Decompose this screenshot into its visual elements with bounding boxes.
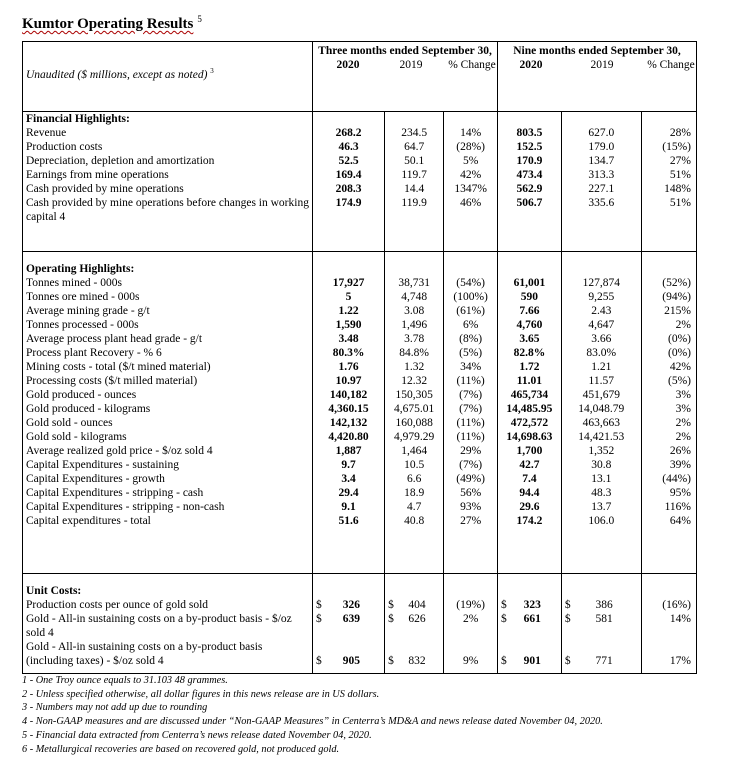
table-cell-value: 227.1	[588, 183, 615, 195]
table-cell-value: $	[316, 613, 322, 625]
table-cell-value: $	[501, 613, 507, 625]
table-cell-value: 12.32	[401, 375, 428, 387]
footnote: 5 - Financial data extracted from Centerra’s news release dated November 04, 2020.	[22, 729, 372, 741]
table-cell-value: 179.0	[588, 141, 615, 153]
table-cell-value: 3.65	[519, 333, 540, 345]
row-label: Tonnes ore mined - 000s	[26, 291, 140, 303]
table-cell-value: 3%	[675, 403, 691, 415]
table-cell-value: 463,663	[582, 417, 620, 429]
table-cell-value	[501, 612, 558, 640]
footnote: 4 - Non-GAAP measures and are discussed under “Non-GAAP Measures” in Centerra’s MD&A and news release dated November 04, 2020.	[22, 716, 603, 728]
table-cell-value	[316, 262, 381, 276]
table-cell-value	[501, 654, 558, 668]
table-cell-value: 56%	[460, 487, 482, 499]
table-cell-value: 1.22	[338, 305, 359, 317]
table-cell-value: 29.4	[338, 487, 359, 499]
table-cell-value	[447, 584, 494, 598]
row-label: Tonnes mined - 000s	[26, 277, 122, 289]
table-cell-value: 215%	[664, 305, 691, 317]
table-cell-value: (100%)	[453, 291, 488, 303]
table-cell-value	[565, 598, 638, 612]
table-cell-value: 10.97	[335, 375, 362, 387]
table-cell-value: $	[316, 599, 322, 611]
unit-n2019	[561, 574, 641, 674]
page-title: Kumtor Operating Results $^5$	[22, 14, 202, 32]
table-cell-value: 119.7	[401, 169, 427, 181]
table-cell-value: 3%	[675, 389, 691, 401]
table-cell-value: 93%	[460, 501, 482, 513]
table-cell-value: 2.43	[591, 305, 612, 317]
row-label: Capital Expenditures - stripping - non-cash	[26, 501, 225, 513]
table-cell-value: 174.9	[335, 197, 362, 209]
table-cell-value	[388, 598, 440, 612]
operating-heading: Operating Highlights:	[26, 263, 135, 275]
row-label: Production costs per ounce of gold sold	[26, 599, 209, 611]
table-cell-value: (0%)	[668, 333, 691, 345]
table-cell-value	[565, 262, 638, 276]
table-cell-value: 1,352	[588, 445, 615, 457]
table-cell-value: 10.5	[404, 459, 425, 471]
unit-labels	[23, 574, 313, 674]
row-label: Gold produced - ounces	[26, 389, 137, 401]
table-cell-value	[501, 584, 558, 598]
table-cell-value: 39%	[669, 459, 691, 471]
row-label: Gold produced - kilograms	[26, 403, 151, 415]
footnote: 3 - Numbers may not add up due to rounding	[22, 702, 208, 714]
table-cell-value: 451,679	[582, 389, 620, 401]
table-cell-value: (7%)	[459, 403, 483, 415]
table-cell-value: % Change	[448, 59, 496, 71]
nine-months-title: Nine months ended September 30,	[513, 45, 681, 57]
table-cell-value: 38,731	[398, 277, 430, 289]
table-cell-value: 13.7	[591, 501, 612, 513]
q-2020-header: 2020	[336, 59, 360, 71]
table-cell-value: 80.3%	[332, 347, 365, 359]
financial-q2019	[385, 112, 444, 252]
table-cell-value: 28%	[669, 127, 691, 139]
table-cell-value: 386	[595, 599, 613, 611]
table-cell-value: (44%)	[662, 473, 691, 485]
table-cell-value	[316, 112, 381, 126]
row-label: Cash provided by mine operations	[26, 183, 184, 195]
row-label: Production costs	[26, 141, 103, 153]
table-cell-value: 134.7	[588, 155, 615, 167]
table-cell-value: 14,048.79	[578, 403, 625, 415]
table-cell-value: 4,760	[516, 319, 543, 331]
table-cell-value: $	[564, 599, 571, 611]
table-cell-value	[565, 612, 638, 640]
table-cell-value: 51.6	[338, 515, 359, 527]
row-label: Capital Expenditures - sustaining	[26, 459, 179, 471]
table-cell-value: (52%)	[662, 277, 691, 289]
table-cell-value: (8%)	[459, 333, 483, 345]
financial-n2019	[561, 112, 641, 252]
table-cell-value: $	[564, 613, 571, 625]
row-label: Mining costs - total ($/t mined material)	[26, 361, 211, 373]
table-cell-value: 4,420.80	[328, 431, 369, 443]
table-cell-value: 42%	[460, 169, 482, 181]
table-cell-value	[501, 598, 558, 612]
row-label: Gold - All-in sustaining costs on a by-product basis (including taxes) - $/oz sold 4	[26, 641, 263, 667]
table-cell-value: 29%	[460, 445, 482, 457]
table-cell-value: 148%	[664, 183, 691, 195]
row-label: Gold - All-in sustaining costs on a by-product basis - $/oz sold 4	[26, 613, 292, 639]
q-change-header	[439, 58, 497, 72]
table-cell-value: 1,496	[401, 319, 428, 331]
table-cell-value	[388, 654, 440, 668]
operating-qchg	[444, 252, 498, 574]
row-label: Average mining grade - g/t	[26, 305, 150, 317]
table-cell-value: 4,647	[588, 319, 615, 331]
table-cell-value: (19%)	[456, 599, 485, 611]
table-cell-value: 5%	[462, 155, 479, 167]
table-cell-value	[26, 64, 309, 82]
operating-q2020	[313, 252, 385, 574]
unit-q2019	[385, 574, 444, 674]
table-cell-value: $	[388, 613, 394, 625]
table-cell-value: (94%)	[662, 291, 691, 303]
table-cell-value: 2%	[675, 431, 691, 443]
table-cell-value: 17%	[669, 655, 691, 667]
row-label: Capital Expenditures - growth	[26, 473, 165, 485]
table-cell-value: (61%)	[456, 305, 485, 317]
table-cell-value: 64.7	[404, 141, 425, 153]
table-cell-value: 590	[520, 291, 539, 303]
table-cell-value	[645, 584, 693, 598]
operating-section	[23, 252, 697, 574]
row-label: Cash provided by mine operations before changes in working capital 4	[26, 197, 309, 223]
table-cell-value	[645, 112, 693, 126]
table-cell-value: 42.7	[519, 459, 540, 471]
table-cell-value: 7.4	[522, 473, 537, 485]
table-cell-value: 627.0	[588, 127, 615, 139]
table-cell-value: 14,421.53	[578, 431, 625, 443]
table-cell-value: 11.01	[516, 375, 543, 387]
table-cell-value: 1,887	[335, 445, 362, 457]
table-cell-value: 323	[523, 599, 541, 611]
title-footnote-ref: 5	[197, 14, 202, 24]
table-cell-value: 661	[523, 613, 541, 625]
table-cell-value: 6.6	[406, 473, 422, 485]
table-cell-value: 4.7	[406, 501, 422, 513]
table-cell-value: (11%)	[456, 431, 485, 443]
table-cell-value: 1,464	[401, 445, 428, 457]
table-cell-value: 404	[408, 599, 426, 611]
financial-q2020	[313, 112, 385, 252]
table-cell-value: 335.6	[588, 197, 615, 209]
table-cell-value	[501, 640, 558, 654]
operating-n2020	[498, 252, 562, 574]
unit-nchg	[641, 574, 696, 674]
footnote: 2 - Unless specified otherwise, all dollar figures in this news release are in US dollars.	[22, 688, 380, 700]
table-cell-value	[565, 654, 638, 668]
table-cell-value: 18.9	[404, 487, 425, 499]
table-cell-value: (5%)	[668, 375, 691, 387]
table-cell-value	[388, 112, 440, 126]
footnotes	[22, 674, 603, 756]
table-cell-value: 160,088	[395, 417, 433, 429]
table-cell-value	[316, 612, 381, 640]
row-label: Depreciation, depletion and amortization	[26, 155, 215, 167]
table-cell-value: 84.8%	[399, 347, 429, 359]
table-cell-value: 142,132	[329, 417, 368, 429]
table-cell-value: (54%)	[456, 277, 485, 289]
three-months-header	[313, 42, 498, 112]
table-cell-value: 1,700	[516, 445, 543, 457]
header-footnote-ref: 3	[210, 66, 214, 75]
operating-n2019	[561, 252, 641, 574]
table-cell-value	[388, 640, 440, 654]
table-cell-value: 27%	[669, 155, 691, 167]
table-cell-value: 150,305	[395, 389, 433, 401]
header-label: Unaudited ($ millions, except as noted)	[26, 68, 208, 81]
table-cell-value	[498, 58, 696, 72]
table-cell-value: 9,255	[588, 291, 615, 303]
footnote: 1 - One Troy ounce equals to 31.103 48 grammes.	[22, 675, 228, 686]
table-cell-value: 4,360.15	[328, 403, 369, 415]
table-cell-value: 52.5	[338, 155, 359, 167]
table-cell-value: (11%)	[456, 417, 485, 429]
table-cell-value: 119.9	[401, 197, 427, 209]
table-cell-value: 3.08	[404, 305, 425, 317]
table-cell-value: 9.7	[341, 459, 356, 471]
row-label: Earnings from mine operations	[26, 169, 169, 181]
table-cell-value: 4,979.29	[394, 431, 435, 443]
table-cell-value	[565, 112, 638, 126]
table-cell-value: $	[564, 655, 571, 667]
table-cell-value: 34%	[460, 361, 482, 373]
table-cell-value	[316, 654, 381, 668]
table-cell-value: 27%	[460, 515, 482, 527]
operating-q2019	[385, 252, 444, 574]
table-cell-value: 46%	[460, 197, 482, 209]
table-cell-value	[565, 584, 638, 598]
table-cell-value: 51%	[669, 169, 691, 181]
table-cell-value	[447, 262, 494, 276]
table-cell-value: 1,590	[335, 319, 362, 331]
table-cell-value: (28%)	[456, 141, 485, 153]
operating-results-table	[22, 41, 697, 674]
table-cell-value	[388, 612, 440, 640]
table-cell-value	[316, 584, 381, 598]
table-cell-value	[565, 640, 638, 654]
unit-n2020	[498, 574, 562, 674]
table-cell-value: 14.4	[404, 183, 425, 195]
table-cell-value: 51%	[669, 197, 691, 209]
financial-heading: Financial Highlights:	[26, 113, 130, 125]
table-cell-value: 95%	[669, 487, 691, 499]
table-cell-value: 30.8	[591, 459, 612, 471]
table-cell-value: 465,734	[510, 389, 549, 401]
table-cell-value: $	[501, 655, 507, 667]
table-cell-value: 3.66	[591, 333, 612, 345]
footnote: 6 - Metallurgical recoveries are based on recovered gold, not produced gold.	[22, 743, 340, 755]
table-cell-value: 1.32	[404, 361, 425, 373]
unit-q2020	[313, 574, 385, 674]
financial-n2020	[498, 112, 562, 252]
table-cell-value: 581	[595, 613, 613, 625]
table-cell-value: (7%)	[459, 389, 483, 401]
table-cell-value: 94.4	[519, 487, 540, 499]
row-label: Tonnes processed - 000s	[26, 319, 139, 331]
table-cell-value: 127,874	[582, 277, 620, 289]
row-label: Gold sold - kilograms	[26, 431, 127, 443]
table-cell-value: 1.21	[591, 361, 612, 373]
table-cell-value: 7.66	[519, 305, 540, 317]
table-cell-value: 14,698.63	[506, 431, 553, 443]
table-cell-value: 3.48	[338, 333, 359, 345]
table-cell-value: 17,927	[332, 277, 365, 289]
nine-months-header	[498, 42, 697, 112]
table-cell-value: 9%	[462, 655, 479, 667]
table-cell-value: 3.78	[404, 333, 425, 345]
table-cell-value	[447, 112, 494, 126]
table-cell-value: 832	[408, 655, 426, 667]
table-cell-value	[388, 262, 440, 276]
table-cell-value: 6%	[462, 319, 479, 331]
row-label: Average process plant head grade - g/t	[26, 333, 203, 345]
table-cell-value	[316, 640, 381, 654]
table-cell-value: 5	[345, 291, 352, 303]
table-cell-value: 1.76	[338, 361, 359, 373]
table-cell-value: 64%	[669, 515, 691, 527]
table-cell-value: 14%	[460, 127, 482, 139]
table-cell-value: $	[316, 655, 322, 667]
table-cell-value: 1.72	[519, 361, 540, 373]
table-cell-value: 83.0%	[586, 347, 617, 359]
operating-labels	[23, 252, 313, 574]
table-cell-value	[313, 58, 497, 72]
header-label-cell	[23, 42, 313, 112]
table-cell-value	[501, 262, 558, 276]
table-cell-value: (11%)	[456, 375, 485, 387]
financial-qchg	[444, 112, 498, 252]
table-cell-value: 268.2	[335, 127, 362, 139]
table-cell-value	[645, 262, 693, 276]
table-cell-value: 2%	[675, 319, 691, 331]
table-cell-value: 82.8%	[513, 347, 546, 359]
row-label: Gold sold - ounces	[26, 417, 113, 429]
table-cell-value: $	[388, 655, 394, 667]
table-cell-value: 40.8	[404, 515, 425, 527]
table-cell-value: 472,572	[510, 417, 549, 429]
q-2019-header: 2019	[399, 59, 423, 71]
table-cell-value: 61,001	[513, 277, 546, 289]
table-cell-value: % Change	[647, 59, 695, 71]
table-cell-value: 506.7	[516, 197, 543, 209]
table-cell-value: 29.6	[519, 501, 540, 513]
financial-section	[23, 112, 697, 252]
table-cell-value: 9.1	[341, 501, 356, 513]
table-cell-value: 11.57	[588, 375, 614, 387]
row-label: Process plant Recovery - % 6	[26, 347, 162, 359]
table-cell-value: 3.4	[341, 473, 356, 485]
table-cell-value	[388, 584, 440, 598]
table-cell-value: 106.0	[588, 515, 615, 527]
table-cell-value: 48.3	[591, 487, 612, 499]
table-cell-value	[501, 112, 558, 126]
table-cell-value: 639	[342, 613, 361, 625]
table-cell-value: 208.3	[335, 183, 362, 195]
table-cell-value: 626	[408, 613, 426, 625]
table-cell-value: 46.3	[338, 141, 359, 153]
table-cell-value: $	[501, 599, 507, 611]
unit-heading: Unit Costs:	[26, 585, 82, 597]
table-cell-value: 4,675.01	[394, 403, 435, 415]
table-cell-value: 1347%	[454, 183, 487, 195]
table-cell-value: 170.9	[516, 155, 543, 167]
table-cell-value: 169.4	[335, 169, 362, 181]
three-months-title: Three months ended September 30,	[318, 45, 492, 57]
table-cell-value: 4,748	[401, 291, 428, 303]
table-cell-value: (15%)	[662, 141, 691, 153]
table-cell-value: (0%)	[668, 347, 691, 359]
table-cell-value: 313.3	[588, 169, 615, 181]
table-cell-value: 2%	[462, 613, 479, 625]
financial-labels	[23, 112, 313, 252]
table-cell-value: 152.5	[516, 141, 543, 153]
table-cell-value: 26%	[669, 445, 691, 457]
table-cell-value: 473.4	[516, 169, 543, 181]
table-cell-value: (5%)	[459, 347, 483, 359]
unit-qchg	[444, 574, 498, 674]
table-cell-value: (16%)	[662, 599, 691, 611]
table-cell-value	[316, 598, 381, 612]
n-2019-header: 2019	[590, 59, 614, 71]
table-cell-value: 50.1	[404, 155, 425, 167]
table-cell-value: 771	[595, 655, 613, 667]
financial-nchg	[641, 112, 696, 252]
table-cell-value: 803.5	[516, 127, 543, 139]
table-cell-value: 901	[523, 655, 541, 667]
table-cell-value: 174.2	[516, 515, 543, 527]
table-cell-value: (7%)	[459, 459, 483, 471]
header-row	[23, 42, 697, 112]
row-label: Processing costs ($/t milled material)	[26, 375, 198, 387]
table-cell-value: 234.5	[401, 127, 428, 139]
table-cell-value: 326	[342, 599, 361, 611]
unit-costs-section	[23, 574, 697, 674]
table-cell-value	[645, 640, 693, 654]
table-cell-value: 562.9	[516, 183, 543, 195]
table-cell-value: 13.1	[591, 473, 612, 485]
table-cell-value	[447, 640, 494, 654]
table-cell-value: 905	[342, 655, 361, 667]
table-cell-value: (49%)	[456, 473, 485, 485]
row-label: Capital Expenditures - stripping - cash	[26, 487, 204, 499]
table-cell-value: 42%	[669, 361, 691, 373]
table-cell-value: 116%	[664, 501, 691, 513]
row-label: Revenue	[26, 127, 67, 139]
table-cell-value: 2%	[675, 417, 691, 429]
table-cell-value: 14,485.95	[506, 403, 553, 415]
table-cell-value: 14%	[669, 613, 691, 625]
operating-nchg	[641, 252, 696, 574]
row-label: Average realized gold price - $/oz sold 4	[26, 445, 213, 457]
table-cell-value: 140,182	[329, 389, 368, 401]
n-change-header	[640, 58, 696, 72]
row-label: Capital expenditures - total	[26, 515, 151, 527]
table-cell-value: $	[388, 599, 394, 611]
n-2020-header: 2020	[519, 59, 543, 71]
